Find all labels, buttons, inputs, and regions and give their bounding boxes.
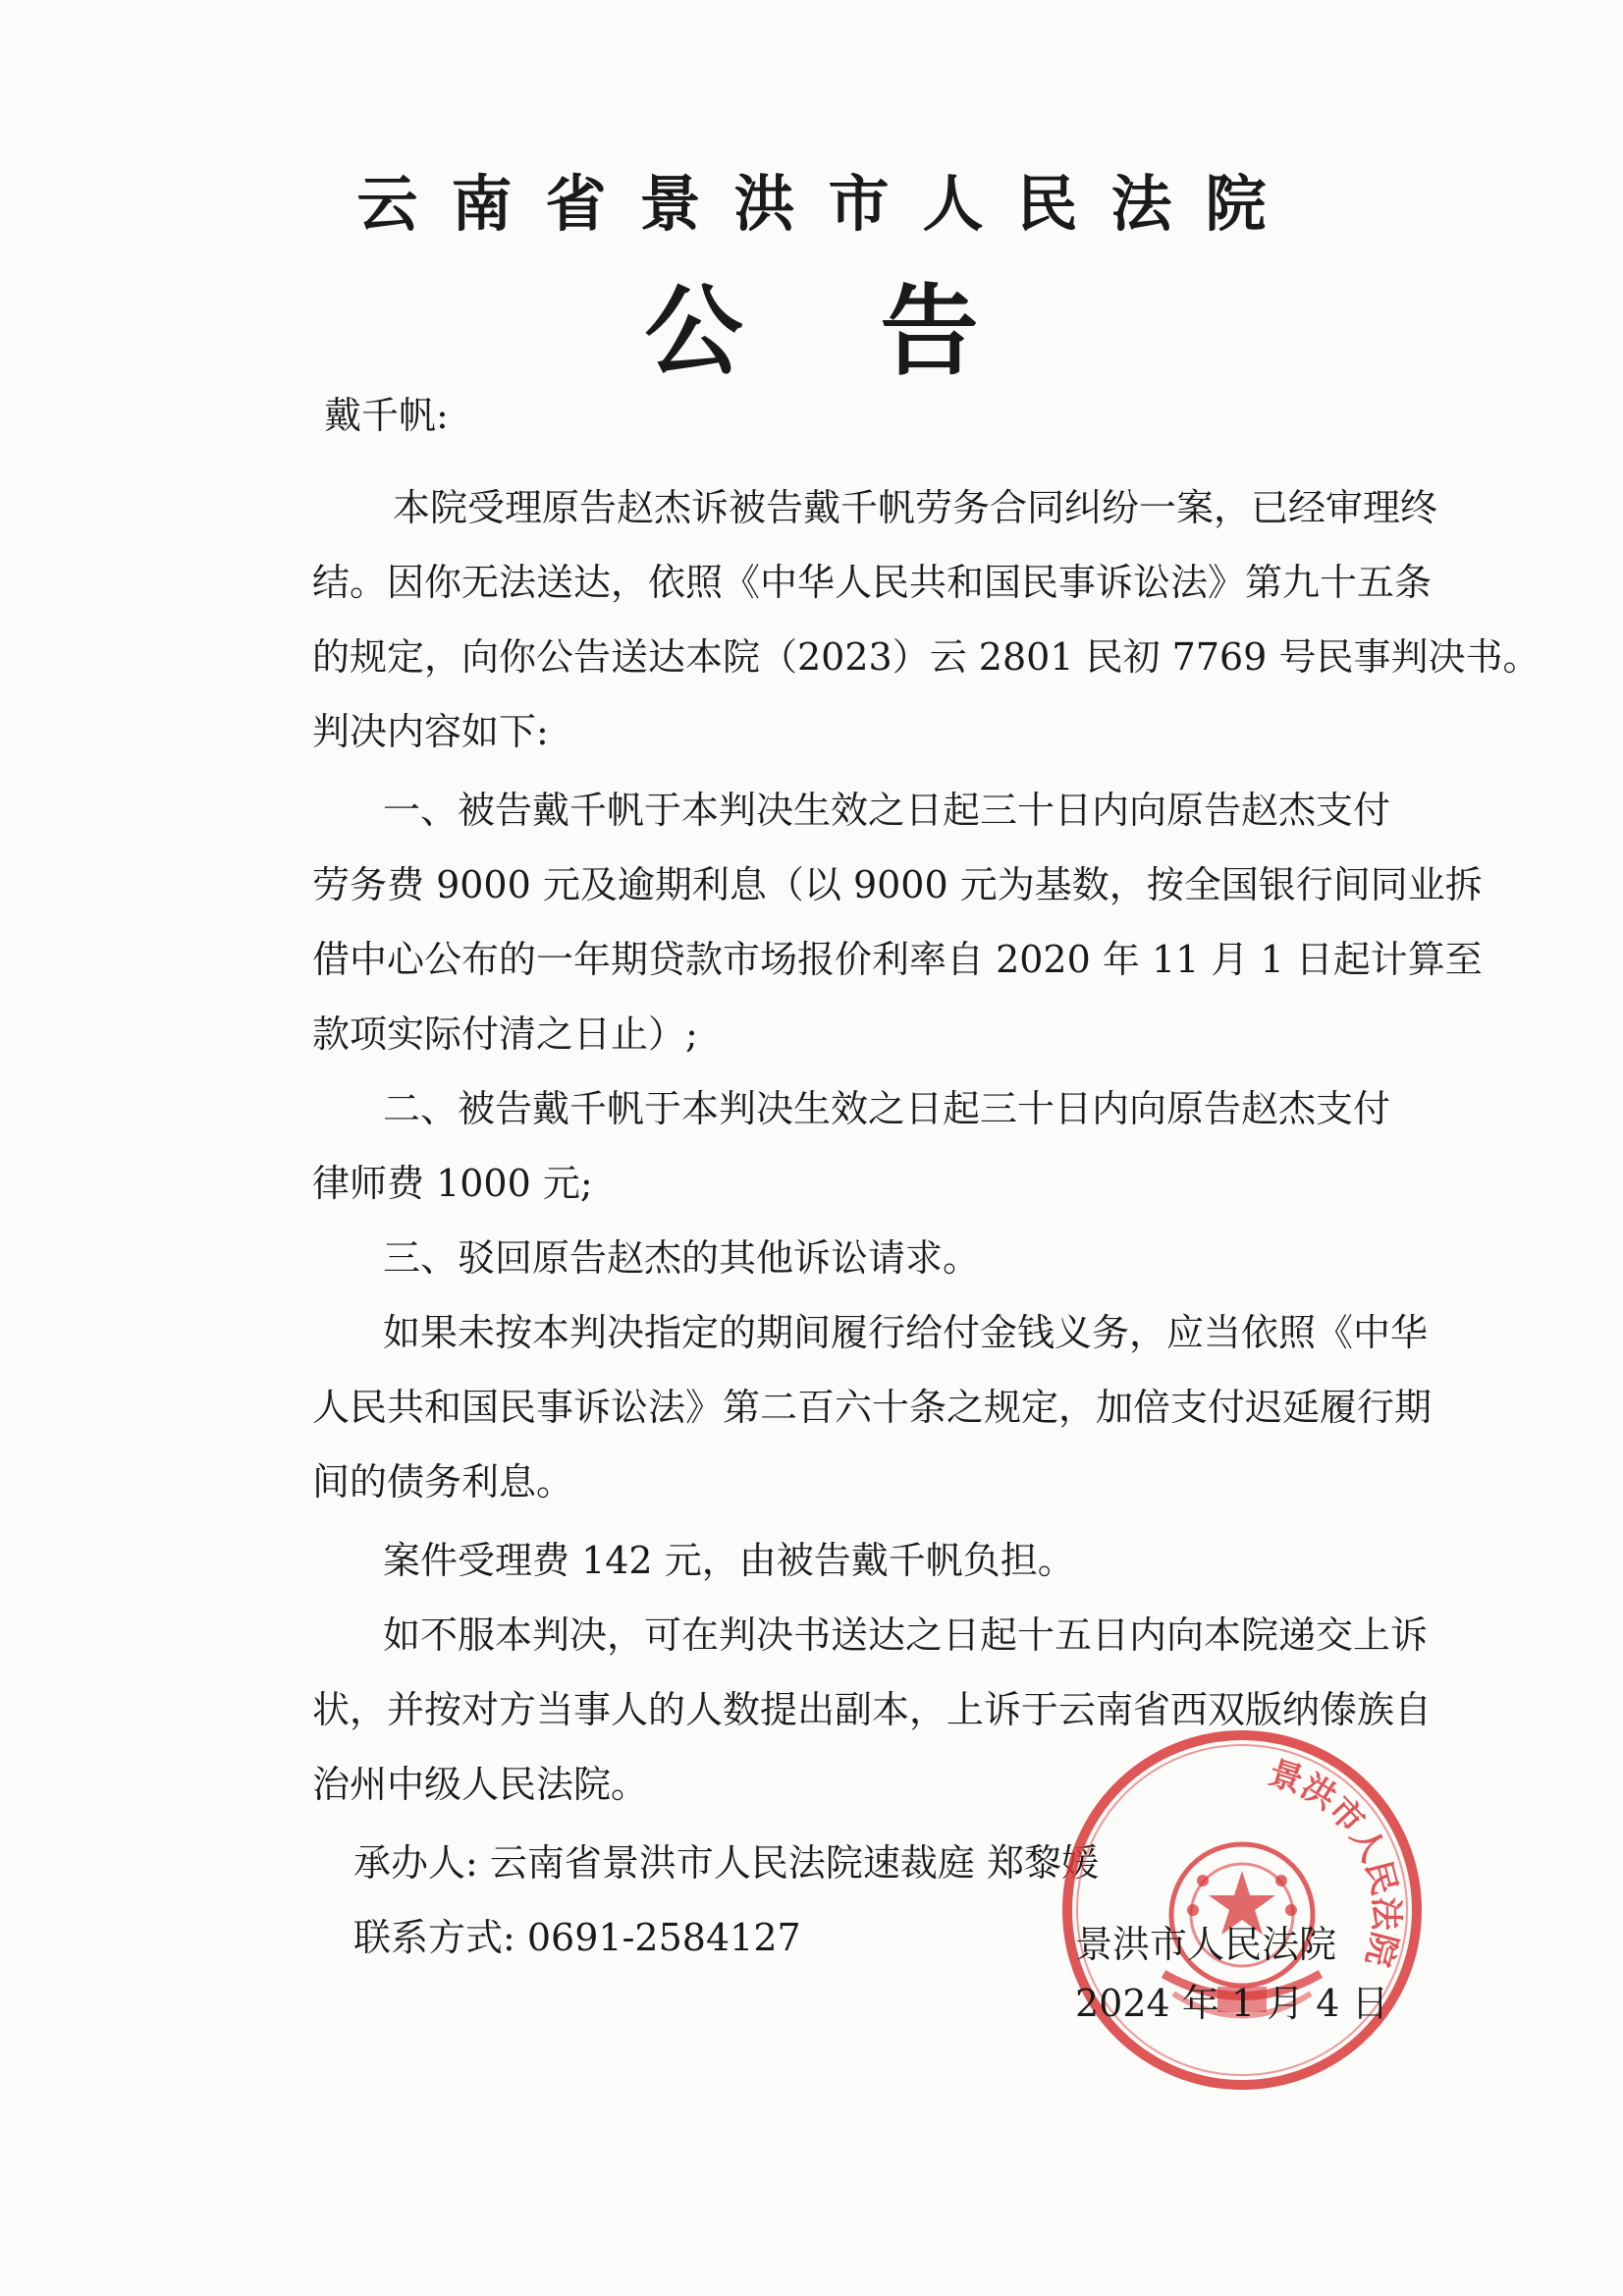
- seal-text: 景洪市人民法院: [1264, 1753, 1406, 1971]
- judgment-item-3: 三、驳回原告赵杰的其他诉讼请求。: [383, 1236, 981, 1280]
- body-line: 判决内容如下:: [312, 710, 549, 753]
- body-line: 治州中级人民法院。: [312, 1763, 649, 1806]
- seal-graphic: [1067, 1735, 1417, 2085]
- body-line: 本院受理原告赵杰诉被告戴千帆劳务合同纠纷一案，已经审理终: [393, 486, 1438, 529]
- signature-date: 2024 年 1 月 4 日: [1075, 1982, 1389, 2025]
- body-line: 借中心公布的一年期贷款市场报价利率自 2020 年 11 月 1 日起计算至: [312, 938, 1483, 981]
- judgment-item-2: 二、被告戴千帆于本判决生效之日起三十日内向原告赵杰支付: [383, 1087, 1391, 1130]
- body-line: 如不服本判决，可在判决书送达之日起十五日内向本院递交上诉: [383, 1613, 1429, 1657]
- body-line: 如果未按本判决指定的期间履行给付金钱义务，应当依照《中华: [383, 1311, 1429, 1354]
- contact-phone: 联系方式: 0691-2584127: [353, 1916, 801, 1959]
- body-line: 间的债务利息。: [312, 1460, 574, 1503]
- judgment-item-1: 一、被告戴千帆于本判决生效之日起三十日内向原告赵杰支付: [383, 789, 1391, 832]
- handler-line: 承办人: 云南省景洪市人民法院速裁庭 郑黎媛: [353, 1841, 1099, 1885]
- document-title: 公告: [644, 274, 1116, 389]
- court-seal-icon: [1055, 1723, 1429, 2097]
- body-line: 案件受理费 142 元，由被告戴千帆负担。: [383, 1539, 1075, 1582]
- body-line: 律师费 1000 元;: [312, 1162, 593, 1205]
- body-line: 劳务费 9000 元及逾期利息（以 9000 元为基数，按全国银行间同业拆: [312, 863, 1483, 906]
- body-line: 人民共和国民事诉讼法》第二百六十条之规定，加倍支付迟延履行期: [312, 1386, 1433, 1429]
- body-line: 状，并按对方当事人的人数提出副本，上诉于云南省西双版纳傣族自: [312, 1688, 1433, 1731]
- body-line: 的规定，向你公告送达本院（2023）云 2801 民初 7769 号民事判决书。: [312, 635, 1541, 679]
- body-line: 款项实际付清之日止）;: [312, 1012, 698, 1056]
- court-name: 云南省景洪市人民法院: [356, 168, 1300, 240]
- body-line: 结。因你无法送达，依照《中华人民共和国民事诉讼法》第九十五条: [312, 561, 1433, 604]
- addressee: 戴千帆:: [324, 394, 449, 437]
- signature-court: 景洪市人民法院: [1075, 1923, 1337, 1966]
